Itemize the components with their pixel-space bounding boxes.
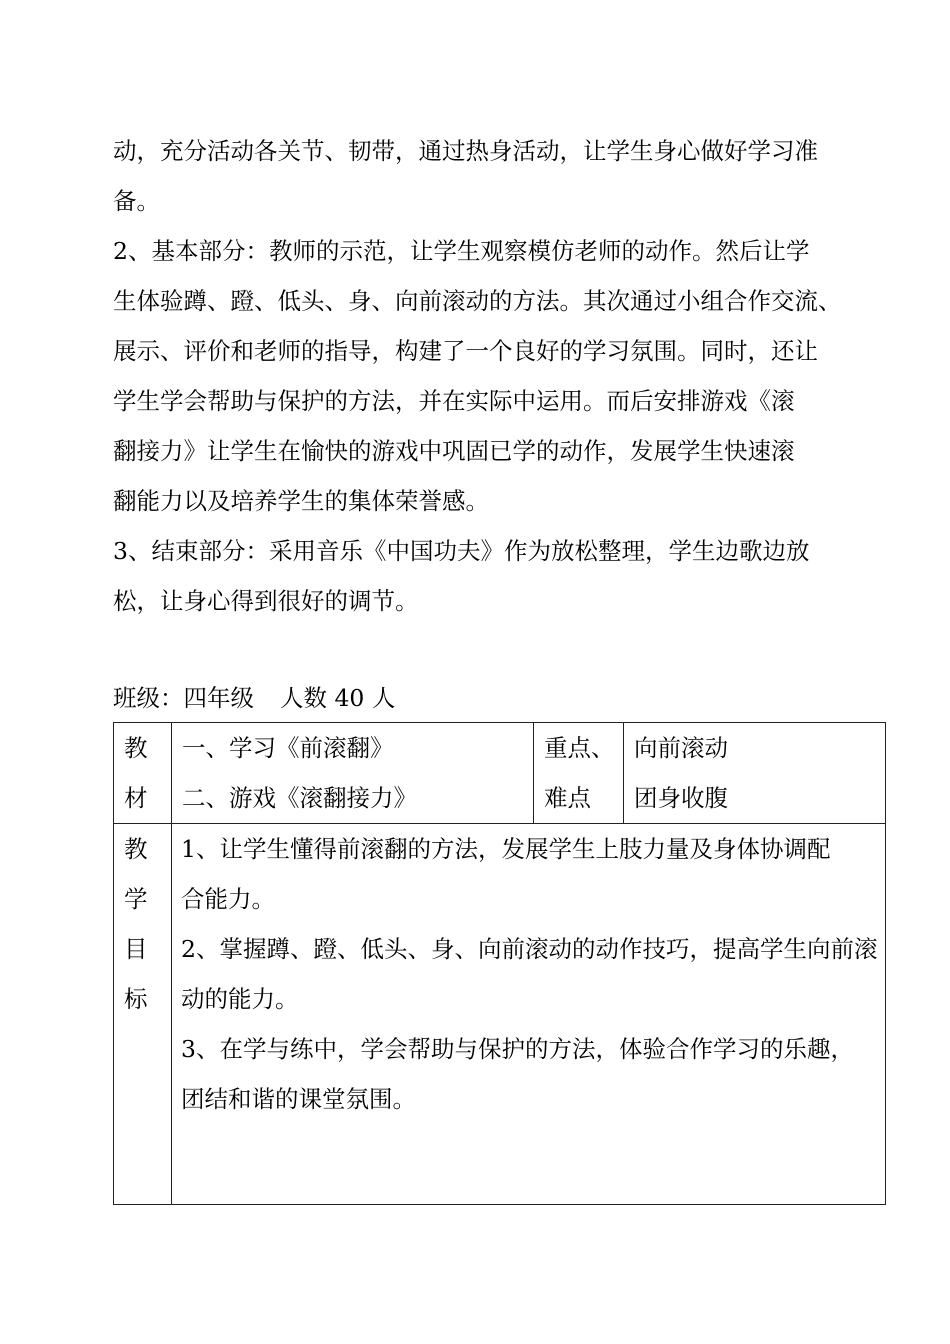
- paragraph-line: 展示、评价和老师的指导，构建了一个良好的学习氛围。同时，还让: [113, 337, 818, 365]
- paragraph-line: 松，让身心得到很好的调节。: [113, 587, 419, 615]
- objective-line: 动的能力。: [181, 985, 299, 1013]
- objective-line: 合能力。: [181, 885, 275, 913]
- key-content-cell: [624, 723, 886, 824]
- label-char: 标: [124, 985, 148, 1013]
- objective-line: 3、在学与练中，学会帮助与保护的方法，体验合作学习的乐趣，: [181, 1035, 854, 1063]
- material-item: 二、游戏《滚翻接力》: [182, 784, 417, 812]
- material-item: 一、学习《前滚翻》: [182, 734, 394, 762]
- label-char: 材: [124, 784, 148, 812]
- material-row: [114, 723, 886, 824]
- label-char: 目: [124, 935, 148, 963]
- objective-label-cell: [114, 824, 172, 1205]
- class-info: [113, 673, 395, 723]
- key-item: 向前滚动: [634, 734, 728, 762]
- objective-content-cell: [172, 824, 886, 1205]
- key-label: 难点: [544, 784, 591, 812]
- objective-line: 2、掌握蹲、蹬、低头、身、向前滚动的动作技巧，提高学生向前滚: [181, 935, 878, 963]
- paragraph-line: 备。: [113, 187, 160, 215]
- key-label: 重点、: [544, 734, 615, 762]
- paragraph-line: 动，充分活动各关节、韧带，通过热身活动，让学生身心做好学习准: [113, 137, 818, 165]
- paragraph-line: 2、基本部分：教师的示范，让学生观察模仿老师的动作。然后让学: [113, 237, 810, 265]
- material-label-cell: [114, 723, 172, 824]
- objective-line: 团结和谐的课堂氛围。: [181, 1085, 416, 1113]
- class-label: 班级：四年级: [113, 684, 254, 712]
- basic-part-paragraph: [113, 226, 873, 526]
- warmup-paragraph: [113, 126, 873, 226]
- label-char: 学: [124, 885, 148, 913]
- material-content-cell: [172, 723, 534, 824]
- key-item: 团身收腹: [634, 784, 728, 812]
- paragraph-line: 翻接力》让学生在愉快的游戏中巩固已学的动作，发展学生快速滚: [113, 437, 795, 465]
- student-count: 人数 40 人: [280, 684, 396, 712]
- label-char: 教: [124, 734, 148, 762]
- ending-part-paragraph: [113, 526, 873, 626]
- paragraph-line: 生体验蹲、蹬、低头、身、向前滚动的方法。其次通过小组合作交流、: [113, 287, 842, 315]
- objective-row: [114, 824, 886, 1205]
- label-char: 教: [124, 835, 148, 863]
- paragraph-line: 3、结束部分：采用音乐《中国功夫》作为放松整理，学生边歌边放: [113, 537, 810, 565]
- paragraph-line: 学生学会帮助与保护的方法，并在实际中运用。而后安排游戏《滚: [113, 387, 795, 415]
- key-label-cell: [534, 723, 624, 824]
- paragraph-line: 翻能力以及培养学生的集体荣誉感。: [113, 487, 489, 515]
- objective-line: 1、让学生懂得前滚翻的方法，发展学生上肢力量及身体协调配: [181, 835, 831, 863]
- lesson-plan-table: [113, 722, 886, 1205]
